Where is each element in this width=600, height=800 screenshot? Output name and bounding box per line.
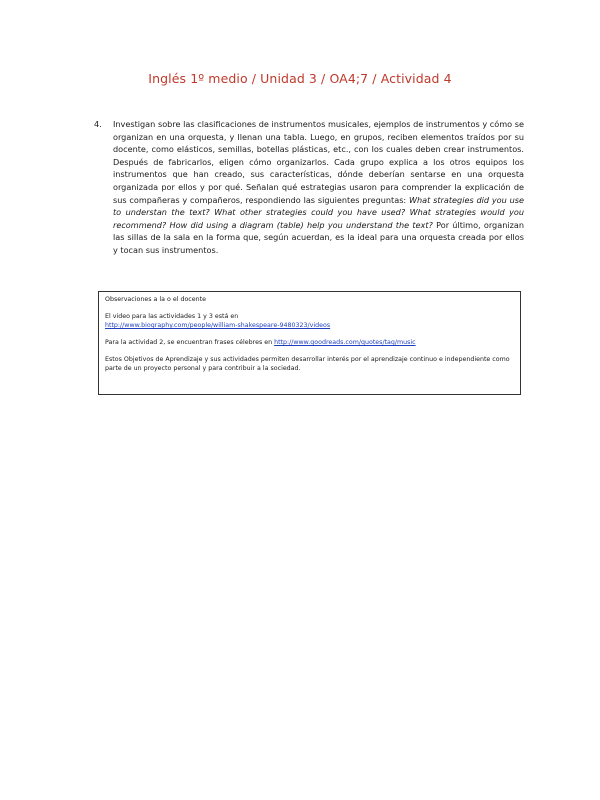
activity-item xyxy=(94,118,524,257)
quotes-link[interactable]: http://www.goodreads.com/quotes/tag/music xyxy=(274,339,416,346)
objectives-text: Estos Objetivos de Aprendizaje y sus actividades permiten desarrollar interés por el aprendizaje continuo e independiente como parte de un proyecto personal y para contribuir a la sociedad. xyxy=(105,356,510,372)
activity-questions: What strategies did you use to understan the text? What other strategies could you have used? What strategies would you recommend? How did using a diagram (table) help you understand the text? xyxy=(113,194,524,230)
teacher-notes-box xyxy=(98,291,521,395)
video-link[interactable]: http://www.biography.com/people/william-shakespeare-9480323/videos xyxy=(105,322,331,329)
activity-text-part1: Investigan sobre las clasificaciones de instrumentos musicales, ejemplos de instrumentos y cómo se organizan en una orquesta, y llenan una tabla. Luego, en grupos, reciben elementos traídos por su docente, como elásticos, semillas, botellas plásticas, etc., con los cuales deben crear instrumentos. Después de fabricarlos, eligen cómo organizarlos. Cada grupo explica a los otros equipos los instrumentos que han creado, sus características, dónde deberían sentarse en una orquesta organizada por ellos y por qué. Señalan qué estrategias usaron para comprender la explicación de sus compañeras y compañeros, respondiendo las siguientes preguntas: xyxy=(113,119,524,205)
activity-description xyxy=(113,118,524,257)
notes-heading: Observaciones a la o el docente xyxy=(105,296,206,303)
page-title: Inglés 1º medio / Unidad 3 / OA4;7 / Actividad 4 xyxy=(148,71,452,86)
quotes-intro: Para la actividad 2, se encuentran frases célebres en xyxy=(105,339,275,346)
activity-number: 4. xyxy=(94,119,102,129)
activity-text-part2: Por último, organizan las sillas de la sala en la forma que, según acuerdan, es la ideal para una orquesta creada por ellos y tocan sus instrumentos. xyxy=(113,219,524,255)
video-intro: El video para las actividades 1 y 3 está en xyxy=(105,313,239,320)
